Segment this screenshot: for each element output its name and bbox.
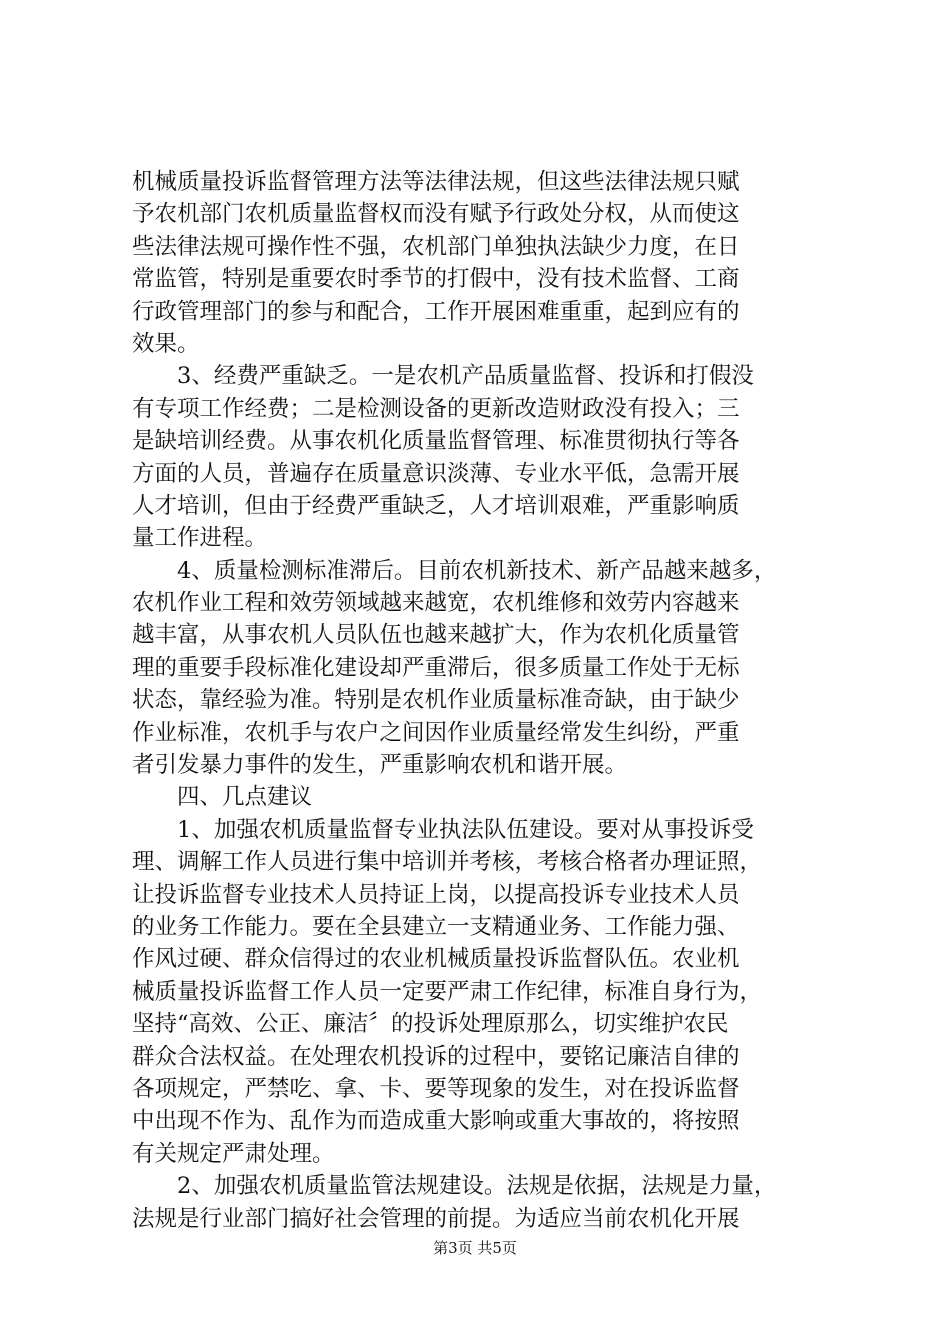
text-line: 行政管理部门的参与和配合，工作开展困难重重，起到应有的 — [132, 298, 740, 325]
text-line: 各项规定，严禁吃、拿、卡、要等现象的发生，对在投诉监督 — [132, 1075, 740, 1102]
paragraph-first-line: 3、经费严重缺乏。一是农机产品质量监督、投诉和打假没 — [177, 363, 754, 390]
text-line: 法规是行业部门搞好社会管理的前提。为适应当前农机化开展 — [132, 1205, 740, 1232]
text-line: 者引发暴力事件的发生，严重影响农机和谐开展。 — [132, 752, 628, 779]
paragraph-first-line: 4、质量检测标准滞后。目前农机新技术、新产品越来越多， — [177, 557, 777, 584]
page-footer: 第3页 共5页 — [433, 1239, 517, 1257]
text-line: 群众合法权益。在处理农机投诉的过程中，要铭记廉洁自律的 — [132, 1043, 740, 1070]
paragraph-first-line: 四、几点建议 — [177, 784, 313, 811]
text-line: 常监管，特别是重要农时季节的打假中，没有技术监督、工商 — [132, 266, 740, 293]
text-line: 越丰富，从事农机人员队伍也越来越扩大，作为农机化质量管 — [132, 622, 740, 649]
text-line: 理、调解工作人员进行集中培训并考核，考核合格者办理证照， — [132, 849, 763, 876]
text-line: 中出现不作为、乱作为而造成重大影响或重大事故的，将按照 — [132, 1108, 740, 1135]
text-line: 坚持“高效、公正、廉洁〞的投诉处理原那么，切实维护农民 — [132, 1011, 729, 1038]
text-line: 是缺培训经费。从事农机化质量监督管理、标准贯彻执行等各 — [132, 428, 740, 455]
text-line: 有关规定严肃处理。 — [132, 1140, 335, 1167]
text-line: 方面的人员，普遍存在质量意识淡薄、专业水平低，急需开展 — [132, 460, 740, 487]
text-line: 机械质量投诉监督管理方法等法律法规，但这些法律法规只赋 — [132, 169, 740, 195]
text-line: 状态，靠经验为准。特别是农机作业质量标准奇缺，由于缺少 — [132, 687, 740, 714]
text-line: 的业务工作能力。要在全县建立一支精通业务、工作能力强、 — [132, 913, 740, 940]
text-line: 量工作进程。 — [132, 525, 268, 552]
paragraph-first-line: 1、加强农机质量监督专业执法队伍建设。要对从事投诉受 — [177, 816, 754, 843]
paragraph-first-line: 2、加强农机质量监管法规建设。法规是依据，法规是力量， — [177, 1173, 777, 1200]
text-line: 予农机部门农机质量监督权而没有赋予行政处分权，从而使这 — [132, 201, 740, 228]
text-line: 械质量投诉监督工作人员一定要严肃工作纪律，标准自身行为， — [132, 978, 763, 1005]
text-line: 作业标准，农机手与农户之间因作业质量经常发生纠纷，严重 — [132, 719, 740, 746]
text-line: 效果。 — [132, 330, 200, 357]
text-line: 理的重要手段标准化建设却严重滞后，很多质量工作处于无标 — [132, 654, 740, 681]
text-line: 作风过硬、群众信得过的农业机械质量投诉监督队伍。农业机 — [132, 946, 740, 973]
text-line: 人才培训，但由于经费严重缺乏，人才培训艰难，严重影响质 — [132, 492, 740, 519]
document-body — [132, 166, 822, 1235]
text-line: 些法律法规可操作性不强，农机部门单独执法缺少力度，在日 — [132, 233, 740, 260]
text-line: 有专项工作经费；二是检测设备的更新改造财政没有投入；三 — [132, 395, 740, 422]
text-line: 农机作业工程和效劳领域越来越宽，农机维修和效劳内容越来 — [132, 590, 740, 617]
text-line: 让投诉监督专业技术人员持证上岗，以提高投诉专业技术人员 — [132, 881, 740, 908]
